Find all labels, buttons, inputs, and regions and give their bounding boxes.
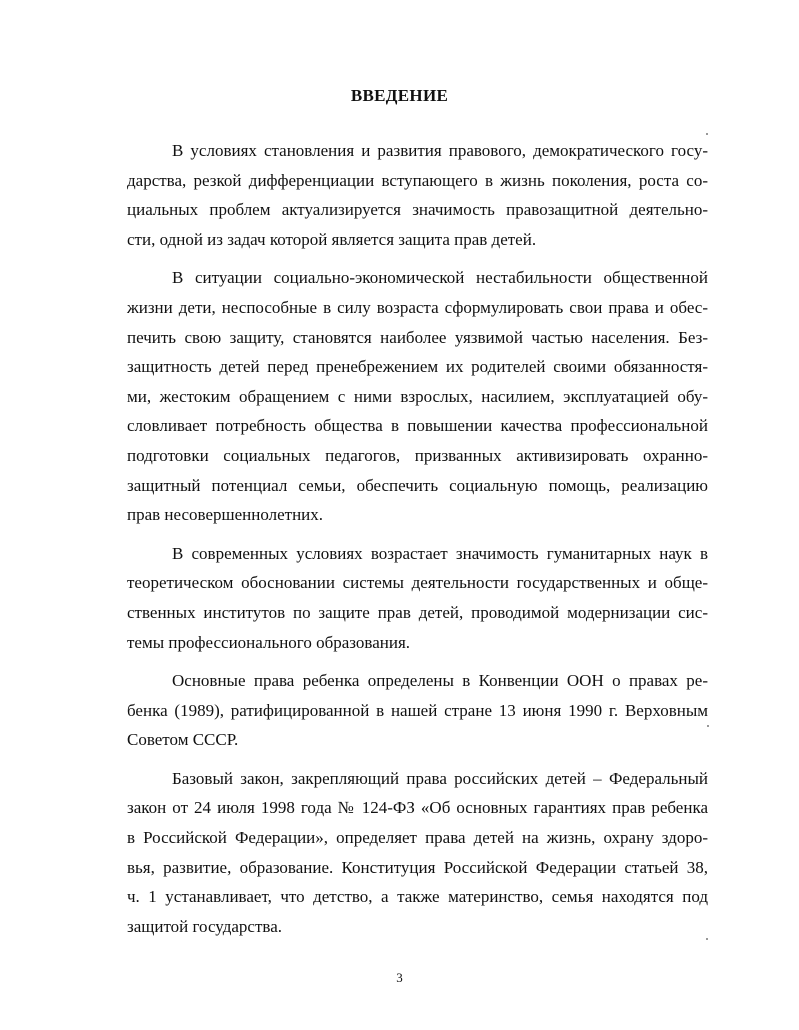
paragraph [127,764,708,942]
text-line: В современных условиях возрастает значимость гуманитарных наук в [172,543,708,563]
text-line: сти, одной из задач которой является защита прав детей. [127,229,537,249]
page-heading: ВВЕДЕНИЕ [350,86,449,105]
text-line: Базовый закон, закрепляющий права российских детей – Федеральный [172,768,708,788]
text-line: печить свою защиту, становятся наиболее уязвимой частью населения. Без- [127,327,708,347]
scan-speck [706,938,708,940]
text-line: жизни дети, неспособные в силу возраста сформулировать свои права и обес- [127,297,708,317]
scan-speck [707,725,709,727]
text-line: ми, жестоким обращением с ними взрослых, насилием, эксплуатацией обу- [127,386,708,406]
text-line: темы профессионального образования. [127,632,411,652]
text-line: вья, развитие, образование. Конституция Российской Федерации статьей 38, [127,857,708,877]
text-line: бенка (1989), ратифицированной в нашей стране 13 июня 1990 г. Верховным [127,700,708,720]
text-line: В условиях становления и развития правового, демократического госу- [172,141,708,160]
text-line: защитный потенциал семьи, обеспечить социальную помощь, реализацию [127,475,708,495]
text-line: Советом СССР. [127,730,239,750]
paragraph [127,666,708,755]
text-line: прав несовершеннолетних. [127,505,324,525]
text-line: защитой государства. [127,916,282,936]
text-line: Основные права ребенка определены в Конвенции ООН о правах ре- [172,671,708,691]
paragraph [127,263,708,529]
paragraph [127,539,708,657]
scan-speck [706,133,708,135]
paragraph [127,136,708,254]
text-line: в Российской Федерации», определяет права детей на жизнь, охрану здоро- [127,828,708,848]
text-line: В ситуации социально-экономической нестабильности общественной [172,268,708,288]
text-line: защитность детей перед пренебрежением их родителей своими обязанностя- [127,357,708,377]
page-number: 3 [396,970,403,985]
text-line: словливает потребность общества в повышении качества профессиональной [127,416,708,436]
text-line: дарства, резкой дифференциации вступающего в жизнь поколения, роста со- [127,170,708,190]
text-line: закон от 24 июля 1998 года № 124-ФЗ «Об основных гарантиях прав ребенка [127,798,708,818]
document-body [127,136,708,950]
text-line: подготовки социальных педагогов, призванных активизировать охранно- [127,445,708,465]
text-line: ч. 1 устанавливает, что детство, а также материнство, семья находятся под [127,887,708,907]
text-line: циальных проблем актуализируется значимость правозащитной деятельно- [127,200,708,220]
text-line: теоретическом обосновании системы деятельности государственных и обще- [127,573,708,593]
text-line: ственных институтов по защите прав детей, проводимой модернизации сис- [127,602,708,622]
